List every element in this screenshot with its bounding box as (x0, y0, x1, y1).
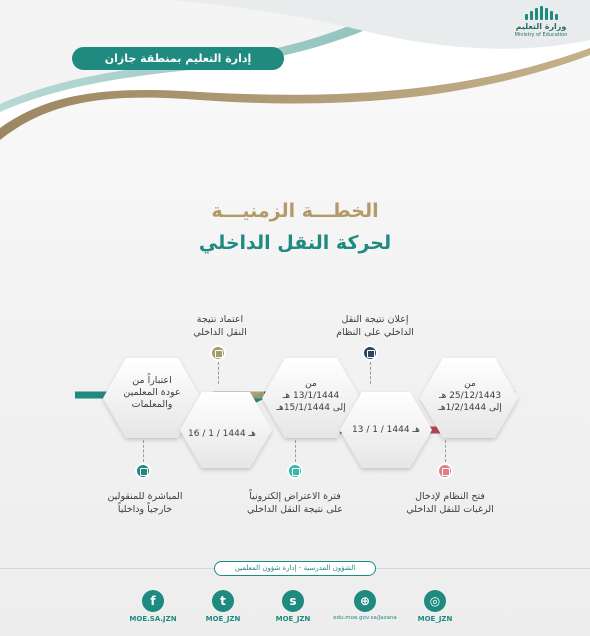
logo-mark-icon (506, 6, 576, 20)
stem-line (218, 362, 219, 384)
page-subtitle: لحركة النقل الداخلي (198, 232, 392, 254)
hex-date-range-2: من 13/1/1444 هـ إلى 15/1/1444هـ (276, 379, 346, 413)
hex-return-of-teachers: اعتباراً من عودة المعلمين والمعلمات (123, 375, 181, 410)
facebook-icon: f (142, 590, 164, 612)
social-label: MOE_JZN (275, 615, 311, 623)
ministry-logo (506, 6, 576, 39)
event-objection-period: فترة الاعتراض إلكترونياً على نتيجة النقل الداخلي (247, 491, 343, 515)
social-snapchat[interactable] (253, 590, 333, 623)
stem-line (143, 440, 144, 462)
document-icon (287, 463, 303, 479)
social-label: edu.moe.gov.sa/Jazana (333, 615, 397, 621)
event-open-system: فتح النظام لإدخال الرغبات للنقل الداخلي (406, 491, 494, 515)
region-badge: إدارة التعليم بمنطقة جازان (72, 47, 284, 70)
social-facebook[interactable] (113, 590, 193, 623)
header-waves (0, 0, 590, 150)
document-icon (437, 463, 453, 479)
stem-line (445, 440, 446, 462)
document-icon (135, 463, 151, 479)
snapchat-icon: s (282, 590, 304, 612)
logo-arabic-text: وزارة التعليم (515, 22, 567, 31)
social-instagram[interactable] (395, 590, 475, 623)
footer-department-badge: الشؤون المدرسية - إدارة شؤون المعلمين (214, 561, 376, 576)
document-icon (210, 345, 226, 361)
globe-icon: ⊕ (354, 590, 376, 612)
instagram-icon: ◎ (424, 590, 446, 612)
social-label: MOE_JZN (417, 615, 453, 623)
logo-english-text: Ministry of Education (514, 32, 568, 38)
event-commencement: المباشرة للمنقولين خارجياً وداخلياً (107, 491, 183, 515)
social-twitter[interactable] (183, 590, 263, 623)
social-website[interactable] (325, 590, 405, 621)
stem-line (295, 440, 296, 462)
hex-date-16-1-1444: 16 / 1 / 1444 هـ (188, 429, 256, 439)
hex-date-13-1-1444: 13 / 1 / 1444 هـ (352, 425, 420, 435)
document-icon (362, 345, 378, 361)
stem-line (370, 362, 371, 384)
social-label: MOE.SA.JZN (129, 615, 177, 623)
twitter-icon: t (212, 590, 234, 612)
event-approve-result: اعتماد نتيجة النقل الداخلي (193, 314, 247, 338)
event-announce-result: إعلان نتيجة النقل الداخلي على النظام (336, 314, 414, 338)
page-title: الخطـــة الزمنيـــة (211, 200, 379, 222)
social-label: MOE_JZN (205, 615, 241, 623)
hex-date-range-1: من 25/12/1443 هـ إلى 1/2/1444هـ (438, 379, 502, 413)
